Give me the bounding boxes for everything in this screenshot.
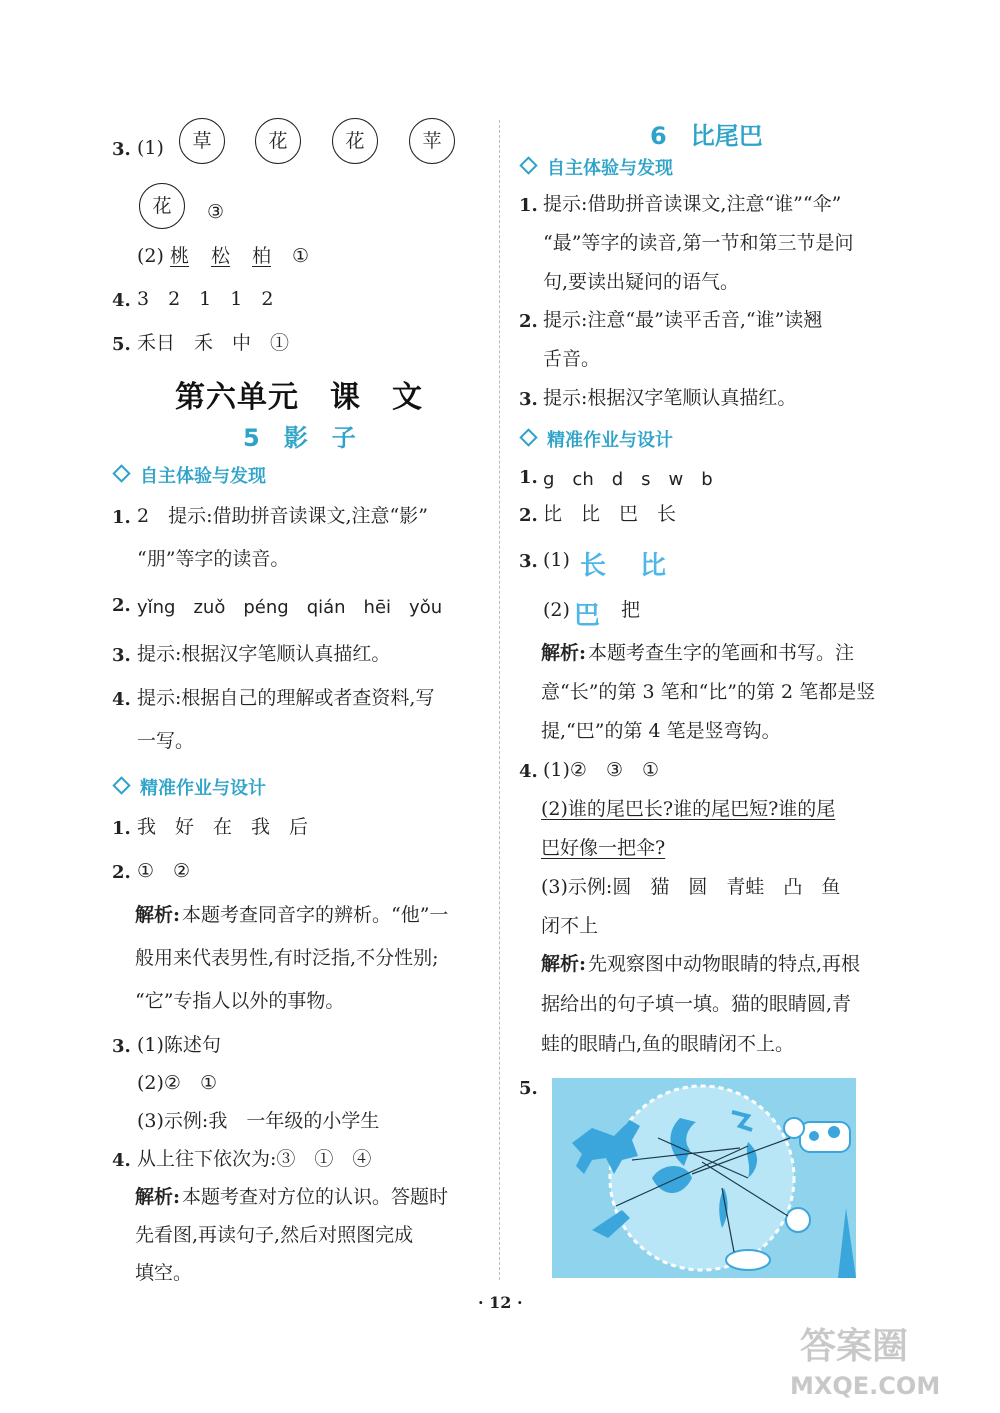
analysis-line: 先观察图中动物眼睛的特点,再根	[588, 953, 861, 975]
circled-char: 花	[332, 118, 378, 164]
item-line: 提示:根据汉字笔顺认真描红。	[137, 643, 391, 665]
analysis-label: 解析:	[541, 642, 587, 664]
analysis-line: “它”专指人以外的事物。	[135, 990, 345, 1012]
item-number: 1.	[112, 818, 131, 839]
item-number: 1.	[112, 507, 131, 528]
lesson-title-6: 6 比尾巴	[650, 122, 763, 150]
item-line: 句,要读出疑问的语气。	[543, 271, 740, 293]
matching-illustration	[552, 1078, 856, 1278]
analysis-label: 解析:	[135, 904, 181, 926]
section-header-homework	[115, 774, 266, 800]
q3-part2-word: 柏	[252, 245, 272, 267]
section-header-homework	[522, 426, 673, 452]
q3-part2-word: 桃	[170, 245, 190, 267]
cat-icon	[786, 1208, 810, 1232]
analysis-line: 本题考查对方位的认识。答题时	[182, 1186, 449, 1208]
watermark-brand: 答案圈	[800, 1326, 909, 1367]
item-line: 提示:借助拼音读课文,注意“谁”“伞”	[543, 193, 842, 215]
circled-char: 花	[255, 118, 301, 164]
diamond-icon	[519, 428, 537, 446]
section-title: 自主体验与发现	[547, 158, 673, 179]
item-line: (3)示例:圆 猫 圆 青蛙 凸 鱼	[541, 876, 841, 898]
item-line: 一写。	[137, 730, 195, 752]
item-line: (1)陈述句	[137, 1034, 221, 1056]
item-number: 4.	[112, 1150, 131, 1171]
item-line: 舌音。	[543, 348, 601, 370]
item-number: 4.	[112, 689, 131, 710]
section-title: 精准作业与设计	[140, 778, 266, 799]
item-line: “朋”等字的读音。	[137, 548, 290, 570]
item-text: 比 比 巴 长	[543, 503, 677, 525]
q3-part2-label: (2)	[137, 245, 164, 267]
diamond-icon	[112, 776, 130, 794]
item-text: 我 好 在 我 后	[137, 816, 309, 838]
q3-part2-answer: ①	[292, 245, 310, 267]
watermark-site: MXQE.COM	[790, 1372, 941, 1400]
q5-text: 禾日 禾 中 ①	[137, 332, 290, 354]
item-line: 闭不上	[541, 915, 599, 937]
q3-part1-answer: ③	[207, 201, 225, 223]
circled-char: 苹	[409, 118, 455, 164]
analysis-line: 般用来代表男性,有时泛指,不分性别;	[135, 947, 439, 969]
analysis-line: 先看图,再读句子,然后对照图完成	[135, 1224, 414, 1246]
section-title: 精准作业与设计	[547, 430, 673, 451]
unit-title: 第六单元 课 文	[175, 380, 423, 415]
item-text: ① ②	[137, 860, 191, 882]
item-number: 4.	[519, 761, 538, 782]
analysis-line: 蛙的眼睛凸,鱼的眼睛闭不上。	[541, 1033, 795, 1055]
item-number: 2.	[112, 862, 131, 883]
q4-text: 3 2 1 1 2	[137, 288, 274, 310]
item-part-label: (1)	[543, 549, 570, 571]
q3-number: 3.	[112, 139, 131, 160]
item-line: (2)谁的尾巴长?谁的尾巴短?谁的尾	[541, 798, 836, 820]
diamond-icon	[112, 464, 130, 482]
q3-part2-word: 松	[211, 245, 231, 267]
analysis-line: 本题考查同音字的辨析。“他”一	[182, 904, 449, 926]
item-line: 提示:根据自己的理解或者查资料,写	[137, 687, 435, 709]
item-line: 提示:注意“最”读平舌音,“谁”读翘	[543, 309, 823, 331]
item-text: 把	[621, 599, 641, 621]
page-number: · 12 ·	[478, 1293, 523, 1312]
item-text: g ch d s w b	[543, 469, 713, 490]
analysis-line: 填空。	[135, 1262, 193, 1284]
q4-number: 4.	[112, 290, 131, 311]
item-number: 3.	[519, 389, 538, 410]
item-line: (1)② ③ ①	[543, 759, 660, 781]
analysis-line: 本题考查生字的笔画和书写。注	[588, 642, 855, 664]
pinyin-line: yǐng zuǒ péng qián hēi yǒu	[137, 597, 443, 618]
analysis-label: 解析:	[541, 953, 587, 975]
item-part-label: (2)	[543, 599, 570, 621]
item-line: 2 提示:借助拼音读课文,注意“影”	[137, 505, 428, 527]
item-number: 3.	[112, 645, 131, 666]
circled-char: 草	[179, 118, 225, 164]
analysis-line: 据给出的句子填一填。猫的眼睛圆,青	[541, 993, 852, 1015]
traced-char: 比	[640, 551, 667, 581]
section-title: 自主体验与发现	[140, 466, 266, 487]
item-number: 2.	[112, 595, 131, 616]
q5-number: 5.	[112, 334, 131, 355]
item-number: 2.	[519, 505, 538, 526]
item-text: 从上往下依次为:③ ① ④	[137, 1148, 372, 1170]
item-line: 提示:根据汉字笔顺认真描红。	[543, 387, 797, 409]
item-number: 3.	[112, 1036, 131, 1057]
column-divider	[499, 120, 500, 1280]
fish-icon	[726, 1250, 770, 1270]
circled-char: 花	[139, 183, 185, 229]
diamond-icon	[519, 156, 537, 174]
item-number: 1.	[519, 195, 538, 216]
item-line: (3)示例:我 一年级的小学生	[137, 1110, 380, 1132]
analysis-line: 意“长”的第 3 笔和“比”的第 2 笔都是竖	[541, 681, 876, 703]
section-header-experience	[115, 462, 266, 488]
item-line: (2)② ①	[137, 1072, 217, 1094]
analysis-line: 提,“巴”的第 4 笔是竖弯钩。	[541, 720, 781, 742]
lesson-title-5: 5 影 子	[243, 424, 356, 452]
item-number: 3.	[519, 551, 538, 572]
traced-char: 巴	[574, 601, 601, 631]
traced-char: 长	[580, 551, 607, 581]
item-line: 巴好像一把伞?	[541, 837, 666, 859]
analysis-label: 解析:	[135, 1186, 181, 1208]
q3-part1-label: (1)	[137, 137, 164, 159]
item-line: “最”等字的读音,第一节和第三节是问	[543, 232, 854, 254]
item-number: 5.	[519, 1078, 538, 1099]
section-header-experience	[522, 154, 673, 180]
center-circle	[610, 1086, 794, 1270]
item-number: 1.	[519, 467, 538, 488]
item-number: 2.	[519, 311, 538, 332]
